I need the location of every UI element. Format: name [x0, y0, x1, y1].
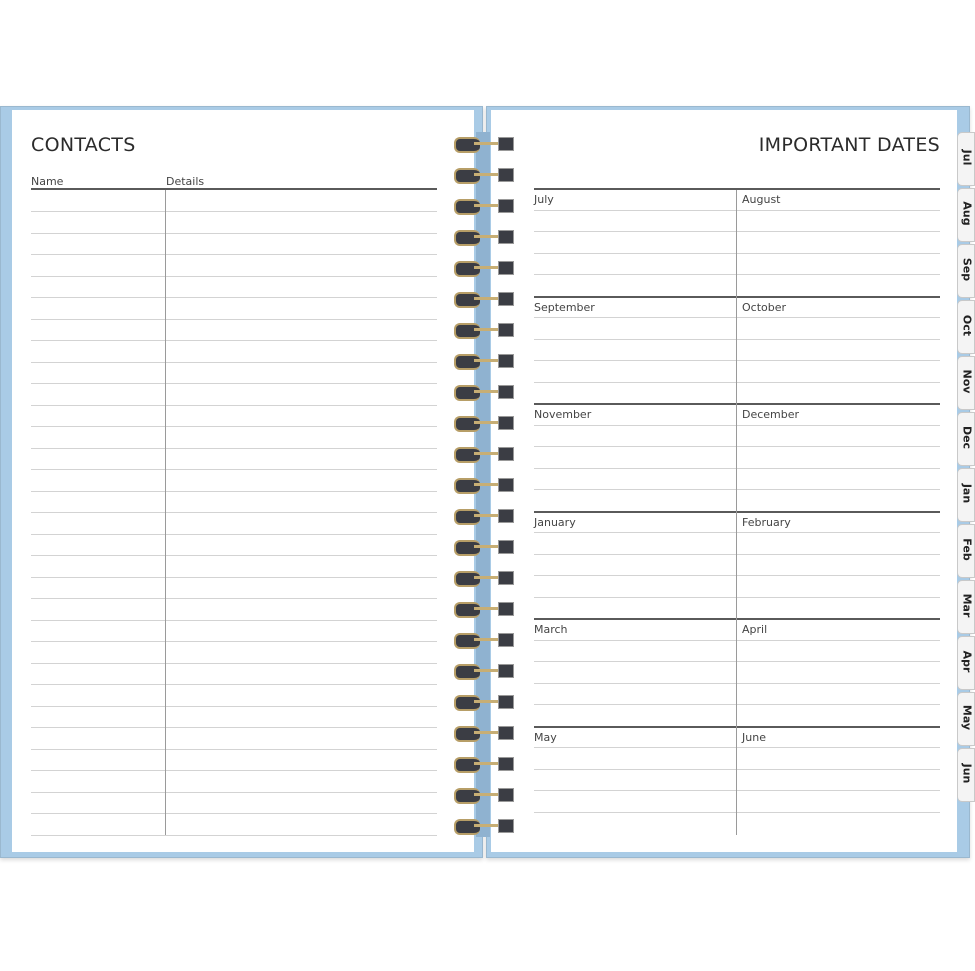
ruled-line: [534, 575, 940, 576]
month-tab-label: Feb: [960, 538, 974, 561]
month-tab-label: Jan: [960, 483, 974, 504]
details-column-header: Details: [166, 175, 205, 188]
coil-part: [498, 137, 514, 151]
ruled-line: [31, 534, 437, 535]
coil-part: [498, 261, 514, 275]
name-column-header: Name: [31, 175, 64, 188]
coil-ring: [452, 229, 516, 245]
month-tab-label: Jun: [960, 763, 974, 784]
ruled-line: [534, 597, 940, 598]
coil-part: [498, 695, 514, 709]
coil-part: [454, 664, 480, 680]
ruled-line: [31, 491, 437, 492]
coil-part: [454, 788, 480, 804]
coil-part: [498, 292, 514, 306]
month-label: July: [534, 193, 554, 206]
ruled-line: [31, 233, 437, 234]
coil-part: [498, 416, 514, 430]
ruled-line: [534, 704, 940, 705]
month-tab-label: Sep: [960, 257, 974, 282]
coil-part: [454, 633, 480, 649]
ruled-line: [31, 448, 437, 449]
ruled-line: [534, 661, 940, 662]
coil-part: [454, 602, 480, 618]
ruled-line: [534, 425, 940, 426]
ruled-line: [31, 340, 437, 341]
month-tab: [957, 188, 975, 242]
month-tab-label: Jul: [960, 149, 974, 166]
ruled-line: [534, 446, 940, 447]
coil-ring: [452, 508, 516, 524]
coil-ring: [452, 291, 516, 307]
ruled-line: [534, 360, 940, 361]
month-divider: [736, 190, 737, 835]
ruled-line: [31, 577, 437, 578]
ruled-line: [534, 790, 940, 791]
coil-part: [498, 788, 514, 802]
ruled-line: [534, 210, 940, 211]
month-label: February: [742, 515, 791, 529]
coil-part: [454, 292, 480, 308]
ruled-line: [534, 769, 940, 770]
coil-ring: [452, 198, 516, 214]
coil-ring: [452, 694, 516, 710]
coil-ring: [452, 663, 516, 679]
coil-part: [454, 230, 480, 246]
coil-ring: [452, 570, 516, 586]
month-tab: [957, 244, 975, 298]
coil-ring: [452, 477, 516, 493]
ruled-line: [534, 274, 940, 275]
month-block-rule: [534, 511, 940, 513]
month-tab: [957, 356, 975, 410]
ruled-line: [31, 749, 437, 750]
ruled-line: [534, 231, 940, 232]
ruled-line: [534, 339, 940, 340]
coil-ring: [452, 756, 516, 772]
ruled-line: [31, 770, 437, 771]
coil-part: [498, 478, 514, 492]
month-block-rule: [534, 403, 940, 405]
month-tab-label: Apr: [960, 650, 974, 673]
coil-ring: [452, 787, 516, 803]
ruled-line: [31, 319, 437, 320]
ruled-line: [534, 683, 940, 684]
coil-ring: [452, 446, 516, 462]
page-title: CONTACTS: [31, 134, 136, 156]
month-tab: [957, 580, 975, 634]
coil-part: [498, 354, 514, 368]
ruled-line: [31, 706, 437, 707]
ruled-line: [31, 663, 437, 664]
coil-part: [454, 540, 480, 556]
month-tab-label: May: [960, 704, 974, 731]
column-divider: [165, 190, 166, 835]
coil-part: [454, 354, 480, 370]
month-tab: [957, 468, 975, 522]
ruled-line: [31, 792, 437, 793]
coil-part: [454, 199, 480, 215]
month-tab: [957, 636, 975, 690]
important-dates-page: [491, 110, 957, 852]
coil-part: [454, 416, 480, 432]
month-block-rule: [534, 618, 940, 620]
ruled-line: [534, 554, 940, 555]
ruled-line: [31, 598, 437, 599]
ruled-line: [534, 812, 940, 813]
month-tab: [957, 412, 975, 466]
month-tab: [957, 132, 975, 186]
ruled-line: [31, 512, 437, 513]
ruled-line: [31, 297, 437, 298]
month-label: March: [534, 623, 568, 636]
coil-part: [498, 726, 514, 740]
coil-ring: [452, 353, 516, 369]
month-label: May: [534, 730, 557, 744]
coil-ring: [452, 384, 516, 400]
page-title: IMPORTANT DATES: [758, 134, 940, 156]
month-tab: [957, 300, 975, 354]
coil-part: [454, 509, 480, 525]
month-tab-label: Dec: [960, 425, 974, 450]
ruled-line: [31, 211, 437, 212]
month-tab-label: Nov: [960, 369, 974, 394]
ruled-line: [534, 468, 940, 469]
coil-part: [498, 633, 514, 647]
coil-part: [454, 819, 480, 835]
coil-ring: [452, 818, 516, 834]
coil-ring: [452, 539, 516, 555]
month-block-rule: [534, 726, 940, 728]
ruled-line: [31, 469, 437, 470]
ruled-line: [534, 317, 940, 318]
month-label: December: [742, 408, 800, 421]
coil-part: [454, 478, 480, 494]
coil-part: [498, 819, 514, 833]
coil-part: [498, 509, 514, 523]
coil-ring: [452, 167, 516, 183]
coil-ring: [452, 260, 516, 276]
coil-part: [498, 199, 514, 213]
ruled-line: [534, 747, 940, 748]
coil-part: [498, 447, 514, 461]
coil-part: [454, 695, 480, 711]
coil-part: [454, 323, 480, 339]
ruled-line: [31, 620, 437, 621]
ruled-line: [31, 276, 437, 277]
coil-ring: [452, 632, 516, 648]
coil-ring: [452, 415, 516, 431]
ruled-line: [31, 426, 437, 427]
coil-part: [498, 230, 514, 244]
month-tab: [957, 748, 975, 802]
coil-part: [498, 571, 514, 585]
ruled-line: [31, 641, 437, 642]
coil-part: [454, 757, 480, 773]
month-tab-label: Aug: [960, 201, 974, 226]
month-tab-label: Mar: [960, 593, 974, 618]
ruled-line: [31, 555, 437, 556]
coil-part: [454, 385, 480, 401]
coil-part: [454, 168, 480, 184]
ruled-line: [31, 362, 437, 363]
month-label: September: [534, 300, 595, 314]
ruled-line: [31, 254, 437, 255]
ruled-line: [31, 684, 437, 685]
month-label: April: [742, 623, 768, 636]
ruled-line: [534, 489, 940, 490]
month-label: October: [742, 300, 787, 314]
ruled-line: [534, 640, 940, 641]
month-tab: [957, 524, 975, 578]
ruled-line: [534, 253, 940, 254]
coil-part: [498, 664, 514, 678]
ruled-line: [534, 532, 940, 533]
coil-ring: [452, 601, 516, 617]
month-label: January: [534, 515, 576, 529]
coil-part: [498, 168, 514, 182]
coil-part: [498, 323, 514, 337]
month-label: June: [742, 730, 766, 744]
coil-part: [498, 540, 514, 554]
month-tab-label: Oct: [960, 314, 974, 337]
month-block-rule: [534, 188, 940, 190]
contacts-page: [12, 110, 474, 852]
coil-ring: [452, 725, 516, 741]
coil-part: [454, 726, 480, 742]
month-tab: [957, 692, 975, 746]
coil-part: [454, 137, 480, 153]
coil-part: [498, 757, 514, 771]
header-rule: [31, 188, 437, 190]
coil-part: [498, 385, 514, 399]
month-label: November: [534, 408, 592, 421]
coil-part: [454, 261, 480, 277]
ruled-line: [31, 405, 437, 406]
month-label: August: [742, 193, 781, 206]
ruled-line: [31, 813, 437, 814]
coil-ring: [452, 322, 516, 338]
ruled-line: [31, 383, 437, 384]
coil-part: [454, 571, 480, 587]
coil-part: [454, 447, 480, 463]
coil-ring: [452, 136, 516, 152]
ruled-line: [31, 727, 437, 728]
ruled-line: [31, 835, 437, 836]
ruled-line: [534, 382, 940, 383]
coil-part: [498, 602, 514, 616]
month-block-rule: [534, 296, 940, 298]
